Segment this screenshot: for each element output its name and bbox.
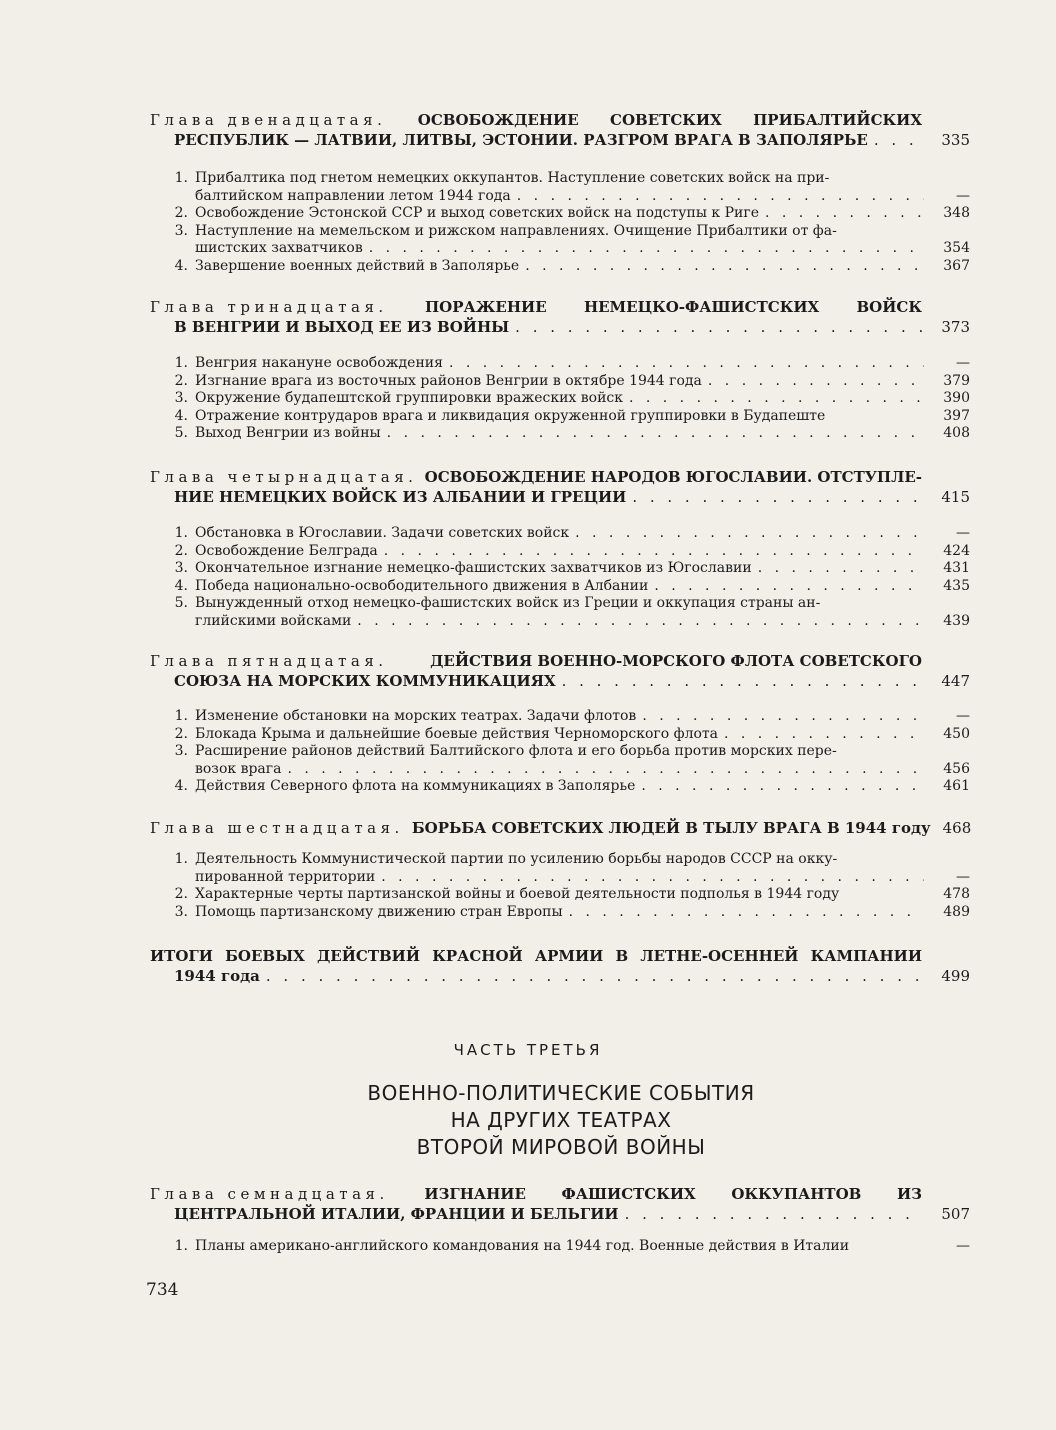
section-number: 5. xyxy=(174,595,188,611)
section-item xyxy=(150,258,970,276)
page-ref: 354 xyxy=(943,240,970,256)
section-item xyxy=(150,904,970,922)
chapter-title-cont: В ВЕНГРИИ И ВЫХОД ЕЕ ИЗ ВОЙНЫ xyxy=(174,318,510,336)
chapter-title: БОРЬБА СОВЕТСКИХ ЛЮДЕЙ В ТЫЛУ ВРАГА В 1944 году xyxy=(411,819,931,837)
chapter-title-word: ОККУПАНТОВ xyxy=(731,1185,862,1203)
section-title: Победа национально-освободительного движения в Албании xyxy=(195,577,649,594)
section-number: 5. xyxy=(174,425,188,441)
section-title: Характерные черты партизанской войны и боевой деятельности подполья в 1944 году xyxy=(195,886,840,902)
chapter-heading xyxy=(150,467,970,487)
section-number: 3. xyxy=(174,743,188,759)
section-number: 3. xyxy=(174,390,188,406)
section-title: Выход Венгрии из войны xyxy=(195,425,381,441)
leader-dots xyxy=(381,869,924,887)
leader-dots xyxy=(562,671,924,691)
section-line xyxy=(150,408,970,426)
section-line xyxy=(150,743,970,761)
part-title xyxy=(0,1080,1056,1161)
section-line xyxy=(150,543,970,561)
section-title: Венгрия накануне освобождения xyxy=(195,355,443,371)
section-line xyxy=(150,1238,970,1256)
page-ref: 450 xyxy=(943,725,970,742)
page-ref: 507 xyxy=(941,1205,970,1223)
page-ref: 499 xyxy=(941,967,970,985)
section-line xyxy=(150,778,970,796)
part-title-line: ВТОРОЙ МИРОВОЙ ВОЙНЫ xyxy=(416,1135,706,1159)
section-item xyxy=(150,726,970,744)
section-title: Изгнание врага из восточных районов Венгрии в октябре 1944 года xyxy=(195,372,702,389)
page-ref: 379 xyxy=(943,372,970,389)
section-item xyxy=(150,851,970,886)
page-ref: 335 xyxy=(941,131,970,149)
chapter-title-word: ПРИБАЛТИЙСКИХ xyxy=(753,111,922,129)
section-item xyxy=(150,743,970,778)
section-number: 4. xyxy=(174,778,188,794)
section-line xyxy=(150,390,970,408)
section-number: 4. xyxy=(174,577,188,594)
chapter-title-cont: ЦЕНТРАЛЬНОЙ ИТАЛИИ, ФРАНЦИИ И БЕЛЬГИИ xyxy=(174,1205,619,1223)
chapter-title-cont: СОЮЗА НА МОРСКИХ КОММУНИКАЦИЯХ xyxy=(174,672,556,690)
chapter-label: Глава двенадцатая. xyxy=(150,111,387,129)
part-title-line: ВОЕННО-ПОЛИТИЧЕСКИЕ СОБЫТИЯ xyxy=(367,1081,755,1105)
section-number: 2. xyxy=(174,886,188,902)
section-title: Окончательное изгнание немецко-фашистских захватчиков из Югославии xyxy=(195,560,752,576)
leader-dots xyxy=(765,205,924,223)
section-item xyxy=(150,778,970,796)
section-number: 4. xyxy=(174,257,188,274)
section-line xyxy=(150,904,970,922)
section-item xyxy=(150,425,970,443)
page-ref: 439 xyxy=(943,612,970,629)
leader-dots xyxy=(641,778,924,796)
section-title-cont: пированной территории xyxy=(195,868,376,885)
chapter-block xyxy=(150,110,970,150)
section-number: 1. xyxy=(174,708,188,724)
page-ref: 468 xyxy=(942,819,972,837)
chapter-heading xyxy=(150,651,970,671)
page-ref: 373 xyxy=(941,318,970,336)
section-item xyxy=(150,595,970,630)
section-list xyxy=(150,851,970,921)
section-number: 2. xyxy=(174,542,188,559)
section-number: 2. xyxy=(174,372,188,389)
chapter-heading-line2 xyxy=(150,487,970,507)
page-ref: 408 xyxy=(943,425,970,441)
section-list xyxy=(150,1238,970,1256)
section-line xyxy=(150,761,970,779)
section-item xyxy=(150,525,970,543)
page-ref: 390 xyxy=(943,390,970,406)
chapter-title-cont: РЕСПУБЛИК — ЛАТВИИ, ЛИТВЫ, ЭСТОНИИ. РАЗГРОМ ВРАГА В ЗАПОЛЯРЬЕ xyxy=(174,131,868,149)
leader-dots xyxy=(724,726,924,744)
section-item xyxy=(150,223,970,258)
page-ref: 424 xyxy=(943,542,970,559)
chapter-title-cont: 1944 года xyxy=(174,967,260,985)
leader-dots xyxy=(449,355,924,373)
section-line xyxy=(150,188,970,206)
section-number: 1. xyxy=(174,170,188,186)
chapter-block xyxy=(150,467,970,507)
section-title: Деятельность Коммунистической партии по усилению борьбы народов СССР на окку- xyxy=(195,851,838,867)
section-number: 3. xyxy=(174,222,188,239)
section-line xyxy=(150,851,970,869)
page-ref: — xyxy=(956,1238,970,1254)
chapter-heading xyxy=(150,110,970,130)
chapter-title-word: В xyxy=(615,947,629,965)
section-item xyxy=(150,708,970,726)
chapter-heading-line2 xyxy=(150,671,970,691)
section-number: 2. xyxy=(174,725,188,742)
section-item xyxy=(150,408,970,426)
page-ref: 435 xyxy=(943,577,970,594)
chapter-title-word: ДЕЙСТВИЙ xyxy=(316,947,421,965)
chapter-block xyxy=(150,651,970,691)
leader-dots xyxy=(708,373,924,391)
page-ref: 447 xyxy=(941,672,970,690)
leader-dots xyxy=(629,390,924,408)
section-title: Расширение районов действий Балтийского флота и его борьба против морских пере- xyxy=(195,743,837,759)
chapter-title-word: СОВЕТСКИХ xyxy=(610,111,722,129)
leader-dots xyxy=(515,317,924,337)
section-line xyxy=(150,869,970,887)
leader-dots xyxy=(287,761,924,779)
leader-dots xyxy=(758,560,924,578)
chapter-label: Глава пятнадцатая. xyxy=(150,652,388,670)
section-list xyxy=(150,708,970,796)
section-line xyxy=(150,223,970,241)
part-label: ЧАСТЬ ТРЕТЬЯ xyxy=(453,1041,603,1059)
leader-dots xyxy=(874,130,924,150)
section-title-cont: глийскими войсками xyxy=(195,612,352,629)
section-item xyxy=(150,205,970,223)
chapter-heading-line2 xyxy=(150,130,970,150)
section-number: 3. xyxy=(174,903,188,920)
chapter-heading xyxy=(150,1184,970,1204)
chapter-block xyxy=(150,1184,970,1224)
chapter-heading xyxy=(150,818,970,838)
leader-dots xyxy=(387,425,924,443)
section-line xyxy=(150,578,970,596)
section-line xyxy=(150,355,970,373)
leader-dots xyxy=(384,543,924,561)
page-ref: — xyxy=(956,525,970,541)
section-list xyxy=(150,355,970,443)
chapter-title-word: ВОЙСК xyxy=(856,298,922,316)
leader-dots xyxy=(357,613,924,631)
leader-dots xyxy=(625,1204,924,1224)
section-number: 1. xyxy=(174,1238,188,1254)
page-ref: 348 xyxy=(943,205,970,221)
section-line xyxy=(150,425,970,443)
section-title: Вынужденный отход немецко-фашистских войск из Греции и оккупация страны ан- xyxy=(195,595,821,611)
page-ref: — xyxy=(956,355,970,371)
chapter-title-word: КРАСНОЙ xyxy=(432,947,523,965)
section-item xyxy=(150,578,970,596)
section-title: Блокада Крыма и дальнейшие боевые действия Черноморского флота xyxy=(195,725,718,742)
section-item xyxy=(150,170,970,205)
part-title-line: НА ДРУГИХ ТЕАТРАХ xyxy=(450,1108,672,1132)
leader-dots xyxy=(525,258,924,276)
section-item xyxy=(150,886,970,904)
section-line xyxy=(150,613,970,631)
section-title: Действия Северного флота на коммуникациях в Заполярье xyxy=(195,778,636,794)
section-number: 4. xyxy=(174,407,188,424)
chapter-label: Глава четырнадцатая. xyxy=(150,468,418,486)
section-line xyxy=(150,886,970,904)
section-number: 2. xyxy=(174,205,188,221)
leader-dots xyxy=(569,904,924,922)
leader-dots xyxy=(266,966,924,986)
chapter-block xyxy=(150,297,970,337)
chapter-title-word: ЛЕТНЕ-ОСЕННЕЙ xyxy=(640,947,799,965)
section-line xyxy=(150,726,970,744)
chapter-title-word: ИЗ xyxy=(896,1185,922,1203)
chapter-title-word: НЕМЕЦКО-ФАШИСТСКИХ xyxy=(583,298,820,316)
section-line xyxy=(150,205,970,223)
leader-dots xyxy=(654,578,924,596)
section-title-cont: балтийском направлении летом 1944 года xyxy=(195,187,511,204)
chapter-heading xyxy=(150,297,970,317)
page-ref: 461 xyxy=(943,778,970,794)
section-item xyxy=(150,373,970,391)
section-title: Окружение будапештской группировки вражеских войск xyxy=(195,390,623,406)
page-ref: 415 xyxy=(941,488,970,506)
section-number: 1. xyxy=(174,851,188,867)
leader-dots xyxy=(632,487,924,507)
page-number: 734 xyxy=(146,1280,179,1300)
chapter-title-word: БОЕВЫХ xyxy=(225,947,305,965)
page-ref: 456 xyxy=(943,760,970,777)
page-ref: 478 xyxy=(943,886,970,902)
chapter-title-word: ДЕЙСТВИЯ ВОЕННО-МОРСКОГО ФЛОТА СОВЕТСКОГО xyxy=(430,652,922,670)
section-line xyxy=(150,595,970,613)
chapter-label: Глава тринадцатая. xyxy=(150,298,388,316)
section-line xyxy=(150,240,970,258)
section-title: Изменение обстановки на морских театрах. Задачи флотов xyxy=(195,708,637,724)
chapter-title-word: ОСВОБОЖДЕНИЕ xyxy=(417,111,579,129)
leader-dots xyxy=(517,188,924,206)
chapter-title-word: ИТОГИ xyxy=(150,947,213,965)
chapter-title-word: ИЗГНАНИЕ xyxy=(424,1185,526,1203)
chapter-block xyxy=(150,818,970,838)
chapter-label: Глава шестнадцатая. xyxy=(150,819,404,837)
section-item xyxy=(150,390,970,408)
section-line xyxy=(150,525,970,543)
page-ref: — xyxy=(956,868,970,885)
section-title-cont: возок врага xyxy=(195,760,282,777)
leader-dots xyxy=(642,708,924,726)
section-list xyxy=(150,525,970,630)
chapter-label: Глава семнадцатая. xyxy=(150,1185,389,1203)
page-ref: — xyxy=(956,187,970,204)
chapter-block xyxy=(150,946,970,986)
section-number: 1. xyxy=(174,525,188,541)
section-title: Наступление на мемельском и рижском направлениях. Очищение Прибалтики от фа- xyxy=(195,222,837,239)
section-line xyxy=(150,560,970,578)
chapter-title-word: ФАШИСТСКИХ xyxy=(561,1185,696,1203)
page-ref: 431 xyxy=(943,560,970,576)
section-item xyxy=(150,355,970,373)
section-title: Отражение контрударов врага и ликвидация окруженной группировки в Будапеште xyxy=(195,407,826,424)
page-ref: 489 xyxy=(943,903,970,920)
section-number: 1. xyxy=(174,355,188,371)
section-title: Прибалтика под гнетом немецких оккупантов. Наступление советских войск на при- xyxy=(195,170,830,186)
chapter-title-word: ОСВОБОЖДЕНИЕ НАРОДОВ ЮГОСЛАВИИ. ОТСТУПЛЕ- xyxy=(424,468,922,486)
chapter-heading xyxy=(150,946,970,966)
section-number: 3. xyxy=(174,560,188,576)
section-item xyxy=(150,1238,970,1256)
page-ref: 397 xyxy=(943,407,970,424)
section-title: Завершение военных действий в Заполярье xyxy=(195,257,520,274)
leader-dots xyxy=(575,525,924,543)
section-title: Помощь партизанскому движению стран Европы xyxy=(195,903,563,920)
section-title: Обстановка в Югославии. Задачи советских войск xyxy=(195,525,570,541)
chapter-title-word: ПОРАЖЕНИЕ xyxy=(425,298,547,316)
page-ref: 367 xyxy=(943,257,970,274)
section-line xyxy=(150,708,970,726)
section-title: Освобождение Эстонской ССР и выход советских войск на подступы к Риге xyxy=(195,205,759,221)
section-title: Планы американо-английского командования на 1944 год. Военные действия в Италии xyxy=(195,1238,850,1254)
section-title: Освобождение Белграда xyxy=(195,542,378,559)
section-item xyxy=(150,560,970,578)
chapter-title-cont: НИЕ НЕМЕЦКИХ ВОЙСК ИЗ АЛБАНИИ И ГРЕЦИИ xyxy=(174,488,627,506)
section-line xyxy=(150,258,970,276)
leader-dots xyxy=(369,240,924,258)
chapter-title-word: КАМПАНИИ xyxy=(810,947,922,965)
chapter-heading-line2 xyxy=(150,317,970,337)
page-ref: — xyxy=(956,708,970,724)
chapter-title-word: АРМИИ xyxy=(534,947,604,965)
section-item xyxy=(150,543,970,561)
section-line xyxy=(150,373,970,391)
chapter-heading-line2 xyxy=(150,966,970,986)
section-line xyxy=(150,170,970,188)
section-title-cont: шистских захватчиков xyxy=(195,240,363,256)
section-list xyxy=(150,170,970,275)
chapter-heading-line2 xyxy=(150,1204,970,1224)
